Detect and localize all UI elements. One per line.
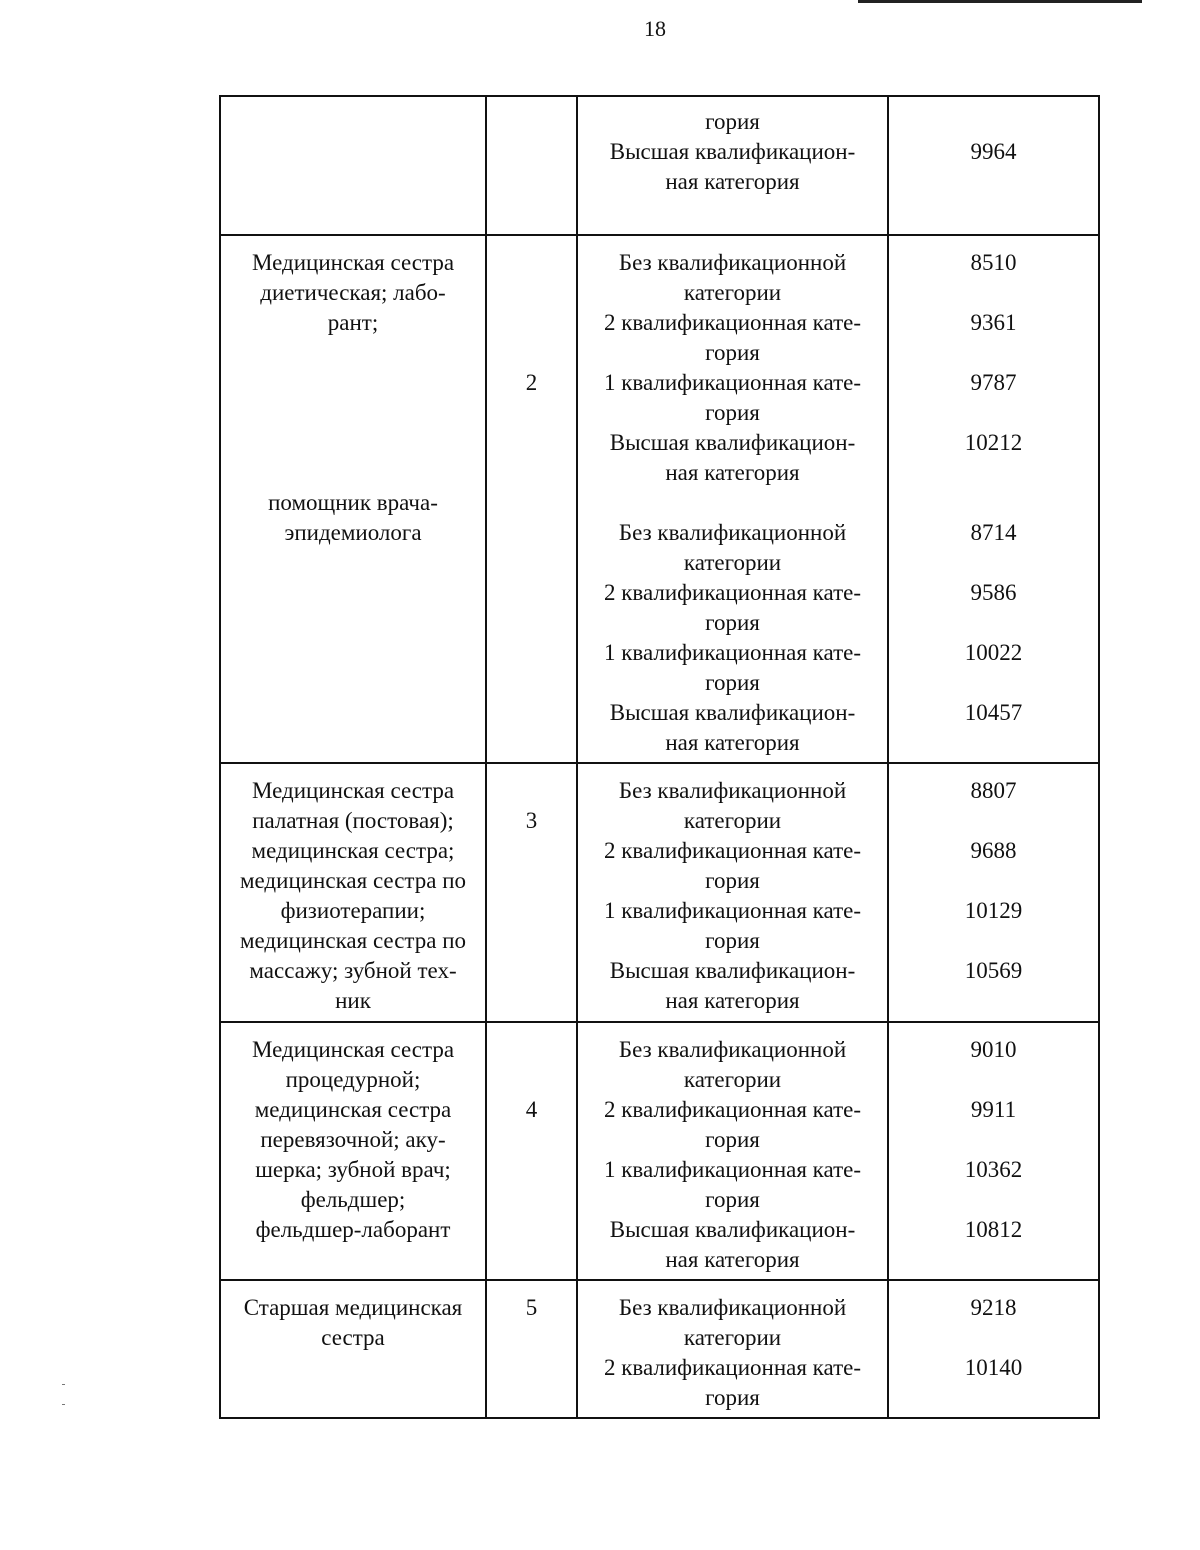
position-cell	[220, 1280, 486, 1418]
position-line: диетическая; лабо-	[260, 280, 446, 305]
position-line: рант;	[327, 310, 379, 335]
position-line: палатная (постовая);	[252, 808, 454, 833]
table-row	[220, 96, 1099, 235]
position-cell	[220, 235, 486, 763]
scan-artifact	[62, 1404, 65, 1405]
salary-value: 9586	[970, 580, 1017, 605]
position-line: Старшая медицинская	[243, 1295, 463, 1320]
salary-value: 8714	[970, 520, 1017, 545]
position-line: медицинская сестра;	[251, 838, 455, 863]
salary-value: 9787	[970, 370, 1017, 395]
category-text: гория	[705, 1127, 760, 1152]
category-text: ная категория	[665, 460, 800, 485]
position-line: массажу; зубной тех-	[249, 958, 457, 983]
group-cell	[486, 763, 577, 1022]
table-row	[220, 1022, 1099, 1280]
category-text: гория	[705, 670, 760, 695]
position-cell	[220, 1022, 486, 1280]
position-line: медицинская сестра по	[239, 868, 467, 893]
salary-value: 9218	[970, 1295, 1017, 1320]
position-line: медицинская сестра по	[239, 928, 467, 953]
salary-cell	[888, 96, 1099, 235]
salary-value: 10362	[964, 1157, 1023, 1182]
category-cell	[577, 96, 888, 235]
category-text: 1 квалификационная кате-	[603, 370, 862, 395]
position-line: медицинская сестра	[254, 1097, 452, 1122]
category-text: гория	[705, 109, 760, 134]
position-line: сестра	[321, 1325, 385, 1350]
category-text: категории	[683, 808, 782, 833]
category-text: гория	[705, 610, 760, 635]
position-line: Медицинская сестра	[251, 778, 455, 803]
category-text: ная категория	[665, 169, 800, 194]
group-cell	[486, 1280, 577, 1418]
category-cell	[577, 1022, 888, 1280]
salary-cell	[888, 763, 1099, 1022]
category-text: Высшая квалификацион-	[609, 958, 856, 983]
category-text: категории	[683, 1325, 782, 1350]
page-number: 18	[644, 16, 666, 41]
category-text: ная категория	[665, 1247, 800, 1272]
position-line: Медицинская сестра	[251, 250, 455, 275]
category-text: 2 квалификационная кате-	[603, 310, 862, 335]
group-number: 5	[525, 1295, 538, 1320]
group-cell	[486, 1022, 577, 1280]
position-cell	[220, 763, 486, 1022]
scan-artifact	[62, 1384, 65, 1385]
category-text: 2 квалификационная кате-	[603, 580, 862, 605]
salary-value: 9361	[970, 310, 1017, 335]
category-text: Высшая квалификацион-	[609, 139, 856, 164]
category-cell	[577, 1280, 888, 1418]
category-text: категории	[683, 280, 782, 305]
salary-value: 10812	[964, 1217, 1023, 1242]
position-line: фельдшер-лаборант	[255, 1217, 451, 1242]
category-text: Без квалификационной	[618, 1037, 847, 1062]
category-text: гория	[705, 400, 760, 425]
salary-value: 10129	[964, 898, 1023, 923]
salary-value: 10212	[964, 430, 1023, 455]
salary-value: 9911	[970, 1097, 1017, 1122]
category-text: гория	[705, 868, 760, 893]
category-text: гория	[705, 1385, 760, 1410]
salary-value: 10569	[964, 958, 1023, 983]
position-line: ник	[335, 988, 371, 1013]
salary-value: 8510	[970, 250, 1017, 275]
position-line: шерка; зубной врач;	[255, 1157, 451, 1182]
category-text: Без квалификационной	[618, 1295, 847, 1320]
category-text: Высшая квалификацион-	[609, 1217, 856, 1242]
category-text: категории	[683, 550, 782, 575]
position-cell	[220, 96, 486, 235]
salary-value: 10140	[964, 1355, 1023, 1380]
group-number: 3	[525, 808, 538, 833]
salary-value: 10457	[964, 700, 1023, 725]
category-text: ная категория	[665, 988, 800, 1013]
category-text: 2 квалификационная кате-	[603, 838, 862, 863]
salary-value: 9688	[970, 838, 1017, 863]
salary-value: 10022	[964, 640, 1023, 665]
category-cell	[577, 235, 888, 763]
position-line: фельдшер;	[300, 1187, 406, 1212]
salary-cell	[888, 1022, 1099, 1280]
salary-table	[219, 95, 1100, 1419]
salary-cell	[888, 235, 1099, 763]
salary-cell	[888, 1280, 1099, 1418]
category-text: 1 квалификационная кате-	[603, 640, 862, 665]
group-number: 4	[525, 1097, 538, 1122]
category-cell	[577, 763, 888, 1022]
category-text: гория	[705, 1187, 760, 1212]
position-line: процедурной;	[285, 1067, 421, 1092]
category-text: Без квалификационной	[618, 250, 847, 275]
category-text: 1 квалификационная кате-	[603, 1157, 862, 1182]
group-cell	[486, 96, 577, 235]
category-text: Без квалификационной	[618, 520, 847, 545]
salary-value: 8807	[970, 778, 1017, 803]
position-line: помощник врача-	[268, 490, 438, 515]
table-row	[220, 763, 1099, 1022]
category-text: Высшая квалификацион-	[609, 700, 856, 725]
group-cell	[486, 235, 577, 763]
salary-value: 9010	[970, 1037, 1017, 1062]
table-row	[220, 1280, 1099, 1418]
category-text: 2 квалификационная кате-	[603, 1097, 862, 1122]
category-text: гория	[705, 340, 760, 365]
position-line: эпидемиолога	[284, 520, 422, 545]
position-line: Медицинская сестра	[251, 1037, 455, 1062]
category-text: ная категория	[665, 730, 800, 755]
salary-value: 9964	[970, 139, 1017, 164]
top-rule	[858, 0, 1142, 3]
category-text: гория	[705, 928, 760, 953]
category-text: 1 квалификационная кате-	[603, 898, 862, 923]
category-text: 2 квалификационная кате-	[603, 1355, 862, 1380]
category-text: Высшая квалификацион-	[609, 430, 856, 455]
group-number: 2	[525, 370, 538, 395]
position-line: перевязочной; аку-	[260, 1127, 446, 1152]
category-text: Без квалификационной	[618, 778, 847, 803]
table-row	[220, 235, 1099, 763]
position-line: физиотерапии;	[280, 898, 426, 923]
category-text: категории	[683, 1067, 782, 1092]
